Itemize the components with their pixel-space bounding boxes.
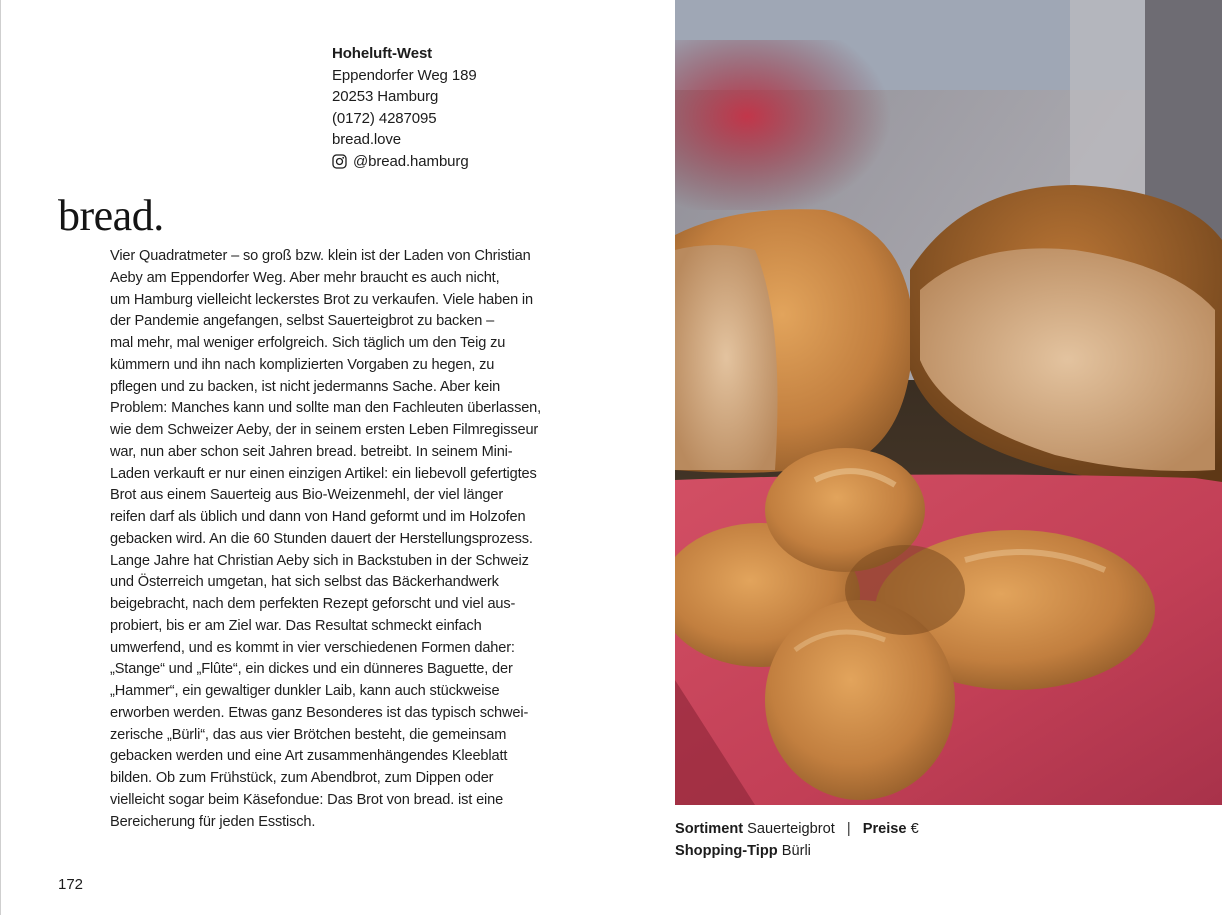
sortiment-value: Sauerteigbrot — [747, 821, 835, 837]
body-line: der Pandemie angefangen, selbst Sauerteigbrot zu backen – — [110, 313, 495, 330]
sortiment-label: Sortiment — [675, 821, 744, 837]
body-line: Problem: Manches kann und sollte man den Fachleuten überlassen, — [110, 400, 542, 417]
preise-label: Preise — [862, 821, 907, 837]
preise-value: € — [910, 821, 919, 837]
body-line: Vier Quadratmeter – so groß bzw. klein ist der Laden von Christian — [110, 248, 531, 264]
body-line: kümmern und ihn nach komplizierten Vorgaben zu hegen, zu — [110, 356, 495, 373]
body-line: vielleicht sogar beim Käsefondue: Das Brot von bread. ist eine — [110, 791, 504, 808]
body-line: und Österreich umgetan, hat sich selbst das Bäckerhandwerk — [110, 574, 499, 591]
body-line: umwerfend, und es kommt in vier verschiedenen Formen daher: — [110, 639, 515, 656]
page-number: 172 — [58, 876, 84, 893]
body-line: wie dem Schweizer Aeby, der in seinem ersten Leben Filmregisseur — [110, 422, 539, 438]
instagram-handle: @bread.hamburg — [353, 152, 469, 170]
page-edge — [0, 0, 1, 915]
shopping-tipp-label: Shopping-Tipp — [675, 842, 778, 859]
body-line: probiert, bis er am Ziel war. Das Resultat schmeckt einfach — [110, 617, 482, 634]
instagram-icon — [332, 154, 347, 169]
body-line: Bereicherung für jeden Esstisch. — [110, 813, 316, 830]
body-line: zerische „Bürli“, das aus vier Brötchen besteht, die gemeinsam — [110, 726, 507, 743]
body-line: Aeby am Eppendorfer Weg. Aber mehr braucht es auch nicht, — [110, 269, 500, 286]
shop-instagram — [332, 151, 477, 173]
body-line: war, nun aber schon seit Jahren bread. betreibt. In seinem Mini- — [110, 443, 513, 460]
body-line: reifen darf als üblich und dann von Hand geformt und im Holzofen — [110, 509, 526, 525]
shop-street: Eppendorfer Weg 189 — [332, 66, 477, 84]
shop-website: bread.love — [332, 131, 402, 149]
body-line: um Hamburg vielleicht leckerstes Brot zu verkaufen. Viele haben in — [110, 291, 533, 308]
shop-district: Hoheluft-West — [332, 45, 433, 62]
shop-title: bread. — [58, 191, 164, 240]
shopping-tipp-value: Bürli — [781, 842, 811, 859]
body-line: beigebracht, nach dem perfekten Rezept geforscht und viel aus- — [110, 596, 516, 612]
shop-phone: (0172) 4287095 — [332, 109, 437, 127]
body-line: „Stange“ und „Flûte“, ein dickes und ein dünneres Baguette, der — [110, 661, 513, 678]
body-line: „Hammer“, ein gewaltiger dunkler Laib, kann auch stückweise — [110, 683, 500, 699]
shop-city: 20253 Hamburg — [332, 88, 439, 106]
article-body — [110, 246, 570, 833]
caption-line-2 — [675, 841, 919, 863]
caption-line-1 — [675, 819, 919, 841]
body-line: mal mehr, mal weniger erfolgreich. Sich täglich um den Teig zu — [110, 335, 506, 351]
body-line: erworben werden. Etwas ganz Besonderes ist das typisch schwei- — [110, 704, 529, 721]
body-line: bilden. Ob zum Frühstück, zum Abendbrot, zum Dippen oder — [110, 770, 494, 786]
caption-separator: | — [846, 821, 851, 837]
address-block — [332, 43, 477, 173]
bread-photo — [675, 0, 1222, 805]
body-line: Brot aus einem Sauerteig aus Bio-Weizenmehl, der viel länger — [110, 487, 504, 504]
body-line: gebacken wird. An die 60 Stunden dauert der Herstellungsprozess. — [110, 530, 533, 547]
info-caption — [675, 819, 919, 862]
body-line: Lange Jahre hat Christian Aeby sich in Backstuben in der Schweiz — [110, 552, 529, 569]
body-line: gebacken werden und eine Art zusammenhängendes Kleeblatt — [110, 748, 508, 765]
body-line: pflegen und zu backen, ist nicht jedermanns Sache. Aber kein — [110, 378, 501, 395]
body-line: Laden verkauft er nur einen einzigen Artikel: ein liebevoll gefertigtes — [110, 465, 537, 482]
